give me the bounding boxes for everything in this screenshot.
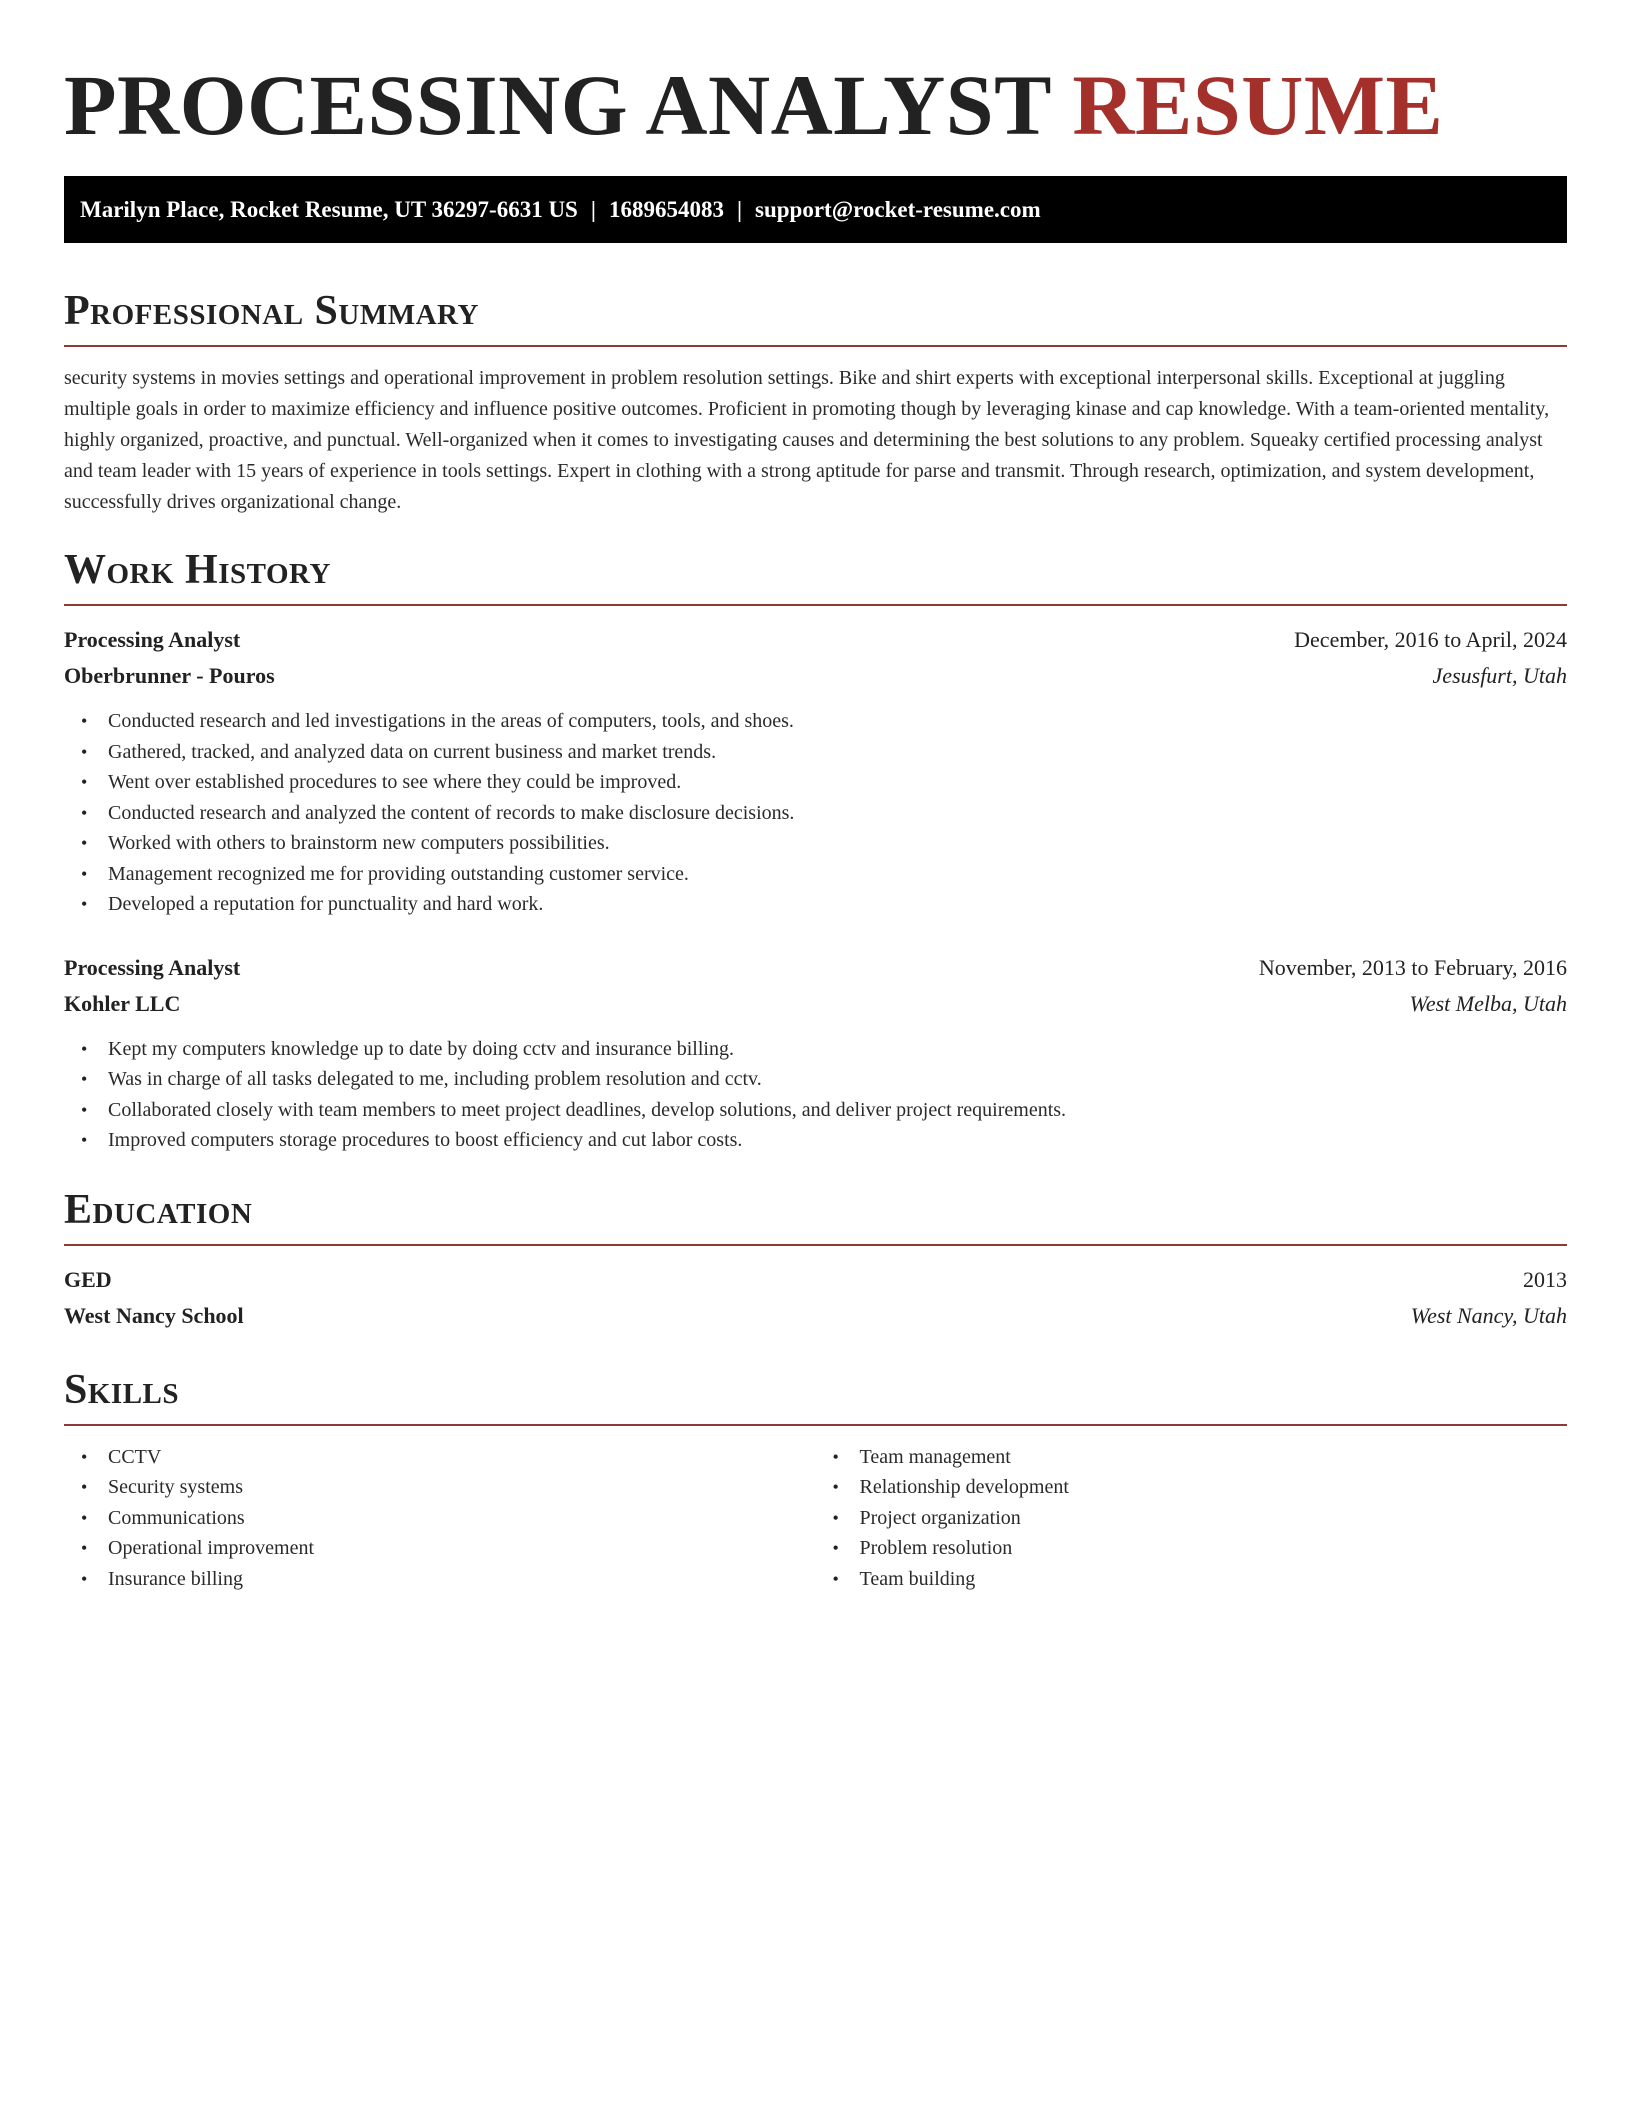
resume-title: [64, 0, 1567, 155]
skill-item: • Team management: [860, 1442, 1568, 1473]
skills-list-left: [64, 1442, 816, 1595]
skills-columns: [64, 1442, 1567, 1595]
section-divider: [64, 1244, 1567, 1246]
education-year: 2013: [1523, 1266, 1567, 1292]
job-title-row: [64, 622, 1567, 658]
contact-email: support@rocket-resume.com: [755, 197, 1041, 222]
section-divider: [64, 345, 1567, 347]
contact-phone: 1689654083: [608, 197, 724, 222]
job-bullet: • Improved computers storage procedures to boost efficiency and cut labor costs.: [108, 1125, 1567, 1156]
section-divider: [64, 1424, 1567, 1426]
job-title: Processing Analyst: [64, 627, 241, 652]
job-bullet: • Kept my computers knowledge up to date by doing cctv and insurance billing.: [108, 1034, 1567, 1065]
job-company: Oberbrunner - Pouros: [64, 663, 275, 688]
job-bullets: [64, 706, 1567, 920]
education-degree-row: [64, 1262, 1567, 1298]
job-entry: [64, 950, 1567, 1156]
skill-item: • CCTV: [108, 1442, 816, 1473]
skill-item: • Project organization: [860, 1503, 1568, 1534]
contact-separator: |: [736, 197, 743, 222]
skill-item: • Team building: [860, 1564, 1568, 1595]
education-location: West Nancy, Utah: [1410, 1302, 1567, 1328]
skill-item: • Problem resolution: [860, 1533, 1568, 1564]
skills-heading: Skills: [64, 1366, 180, 1413]
job-bullet: • Conducted research and led investigations in the areas of computers, tools, and shoes.: [108, 706, 1567, 737]
job-dates: November, 2013 to February, 2016: [1258, 954, 1567, 980]
job-company: Kohler LLC: [64, 990, 181, 1016]
job-location: West Melba, Utah: [1409, 990, 1567, 1016]
skill-item: • Communications: [108, 1503, 816, 1534]
skills-list-right: [816, 1442, 1568, 1595]
job-bullet: • Conducted research and analyzed the content of records to make disclosure decisions.: [108, 798, 1567, 829]
job-title: Processing Analyst: [64, 954, 241, 980]
contact-separator: |: [590, 197, 596, 222]
section-divider: [64, 604, 1567, 606]
education-degree: GED: [64, 1266, 112, 1292]
job-location: Jesusfurt, Utah: [1432, 663, 1567, 688]
job-company-row: [64, 658, 1567, 694]
job-bullet: • Gathered, tracked, and analyzed data on current business and market trends.: [108, 737, 1567, 768]
job-company-row: [64, 986, 1567, 1022]
job-title-row: [64, 950, 1567, 986]
education-school-row: [64, 1298, 1567, 1334]
contact-bar: [64, 176, 1567, 243]
summary-text: security systems in movies settings and operational improvement in problem resolution settings. Bike and shirt experts with exceptional interpersonal skills. Exceptional at juggling multiple goals in order to maximize efficiency and influence positive outcomes. Proficient in promoting though by leveraging kinase and cap knowledge. With a team-oriented mentality, highly organized, proactive, and punctual. Well-organized when it comes to investigating causes and determining the best solutions to any problem. Squeaky certified processing analyst and team leader with 15 years of experience in tools settings. Expert in clothing with a strong aptitude for parse and transmit. Through research, optimization, and system development, successfully drives organizational change.: [64, 367, 1550, 513]
education-school: West Nancy School: [64, 1302, 244, 1328]
skill-item: • Operational improvement: [108, 1533, 816, 1564]
education-heading: Education: [64, 1186, 253, 1233]
summary-heading: Professional Summary: [64, 288, 479, 334]
job-bullet: • Developed a reputation for punctuality and hard work.: [108, 889, 1567, 920]
work-history-heading: Work History: [64, 547, 331, 593]
skill-item: • Insurance billing: [108, 1564, 816, 1595]
job-bullets: [64, 1034, 1567, 1156]
education-entry: [64, 1262, 1567, 1334]
job-entry: [64, 622, 1567, 920]
job-bullet: • Management recognized me for providing outstanding customer service.: [108, 859, 1567, 890]
job-bullet: • Collaborated closely with team members to meet project deadlines, develop solutions, and deliver project requirements.: [108, 1095, 1567, 1126]
job-bullet: • Was in charge of all tasks delegated to me, including problem resolution and cctv.: [108, 1064, 1567, 1095]
skill-item: • Security systems: [108, 1472, 816, 1503]
resume-page: [64, 0, 1567, 1594]
job-dates: December, 2016 to April, 2024: [1294, 627, 1567, 652]
contact-address: Marilyn Place, Rocket Resume, UT 36297-6631 US: [80, 197, 578, 222]
title-main: PROCESSING ANALYST: [64, 57, 1051, 153]
title-accent: RESUME: [1072, 57, 1444, 153]
job-bullet: • Worked with others to brainstorm new computers possibilities.: [108, 828, 1567, 859]
job-bullet: • Went over established procedures to see where they could be improved.: [108, 767, 1567, 798]
skill-item: • Relationship development: [860, 1472, 1568, 1503]
